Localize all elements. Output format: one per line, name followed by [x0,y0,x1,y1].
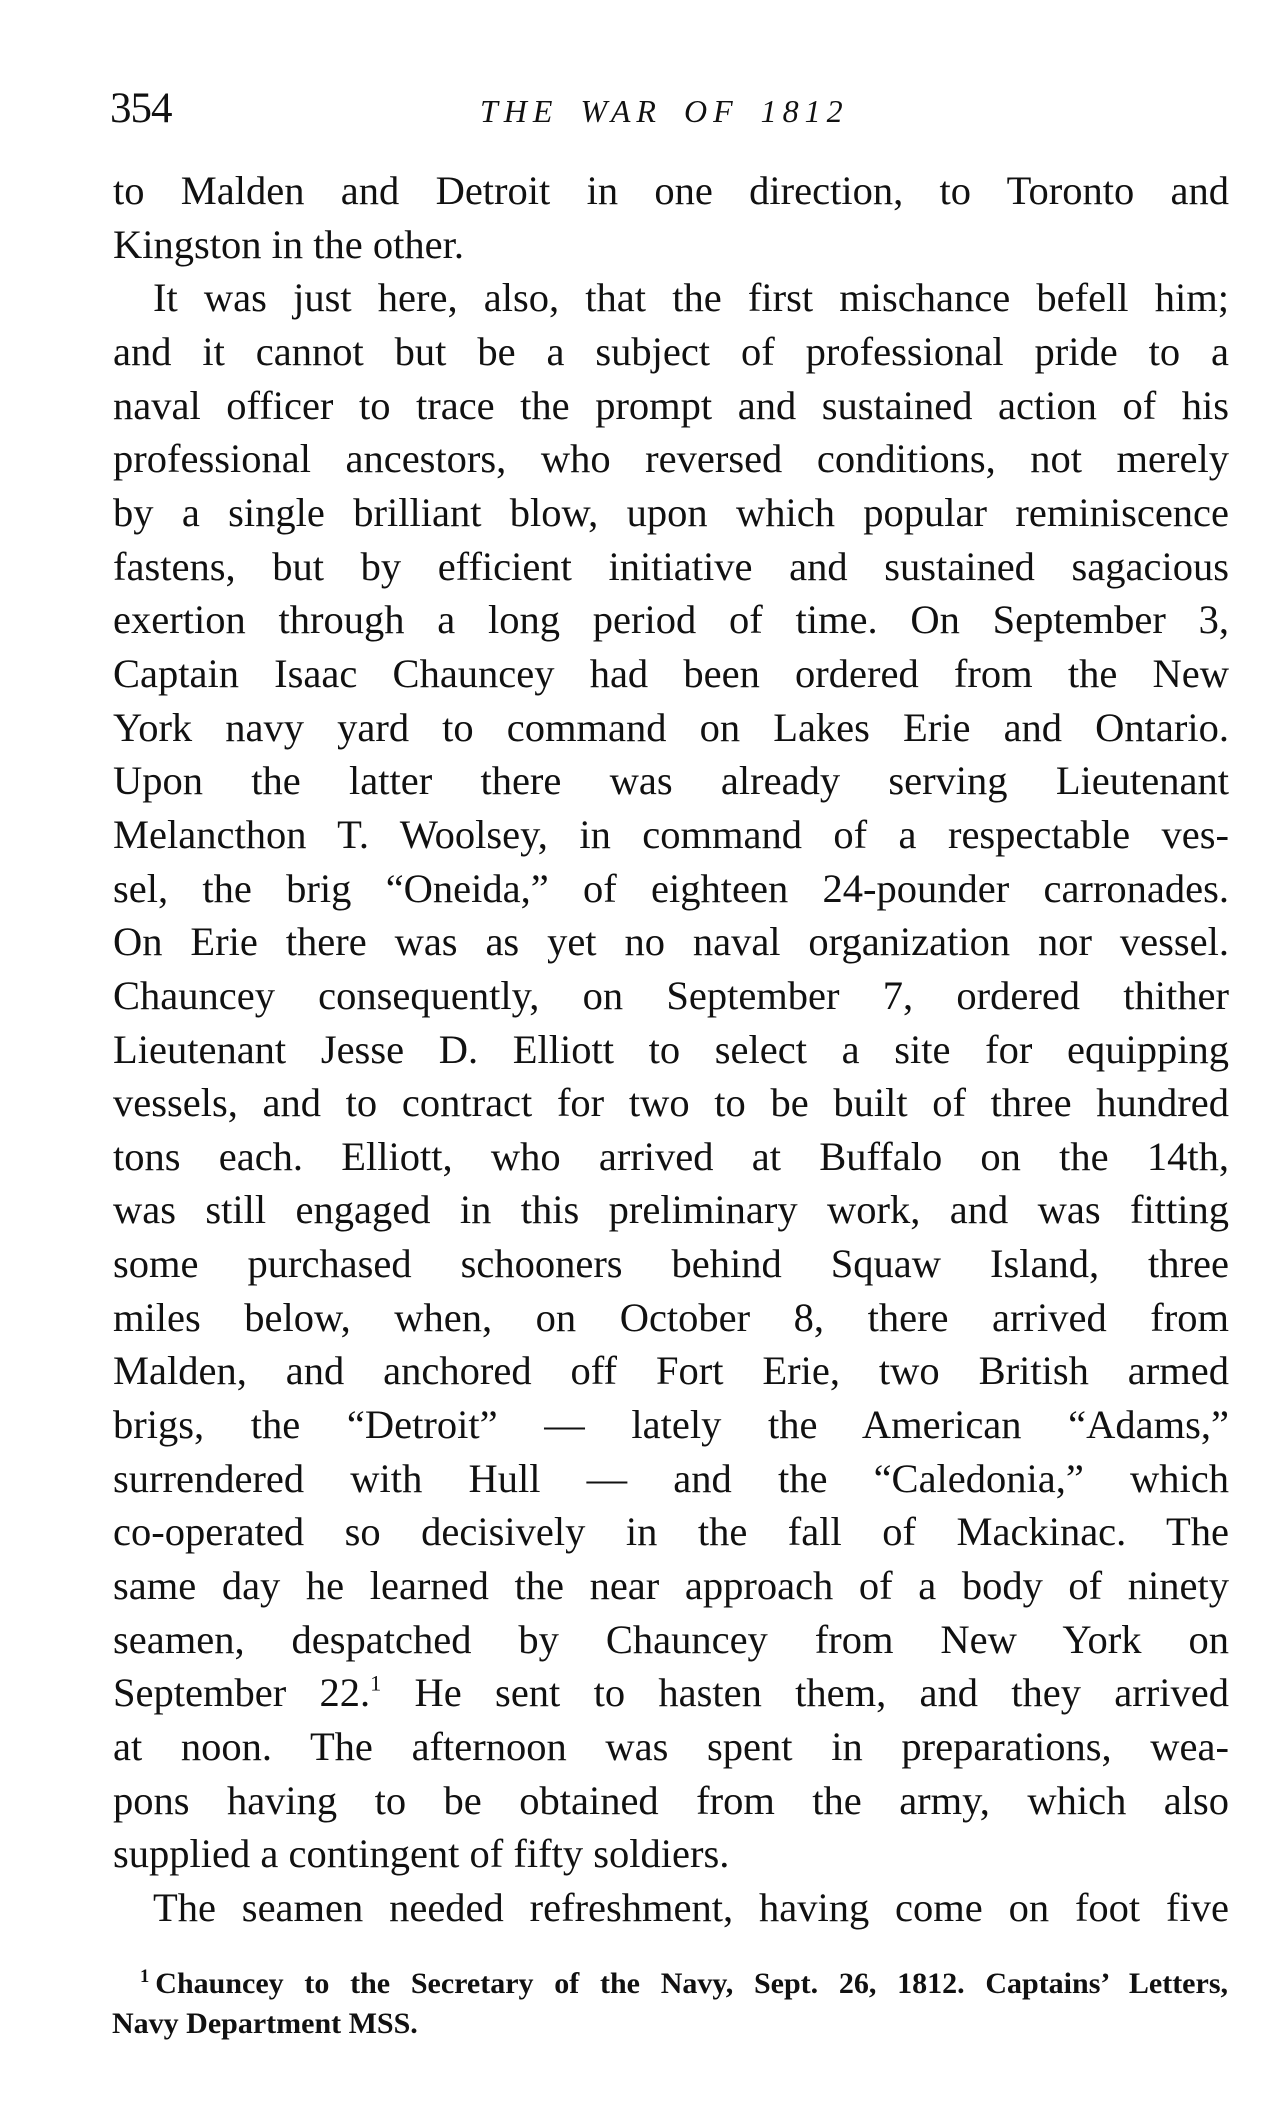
text-line: pons having to be obtained from the army, which also [113,1777,1229,1823]
text-line: to Malden and Detroit in one direction, to Toronto and [113,168,1229,213]
text-line: miles below, when, on October 8, there arrived from [113,1294,1229,1340]
text-line: York navy yard to command on Lakes Erie and Ontario. [113,704,1229,750]
text-line: supplied a contingent of fifty soldiers. [113,1831,730,1877]
text-line: tons each. Elliott, who arrived at Buffalo on the 14th, [113,1133,1229,1179]
footnote-text: Chauncey to the Secretary of the Navy, Sept. 26, 1812. Captains’ Letters, [155,1967,1228,2000]
footnote-marker: 1 [140,1965,150,1987]
footnotes [112,1964,1228,2044]
text-line: by a single brilliant blow, upon which popular reminiscence [113,489,1229,535]
footnote-line-1 [112,1964,1228,2004]
text-line: It was just here, also, that the first mischance befell him; [153,275,1229,321]
text-line: Melancthon T. Woolsey, in command of a respectable ves- [113,811,1229,857]
text-line: September 22.$^1$ He sent to hasten them, and they arrived [113,1670,1229,1716]
page-number: 354 [110,85,172,132]
text-line: naval officer to trace the prompt and sustained action of his [113,382,1229,428]
text-line: same day he learned the near approach of a body of ninety [113,1563,1229,1609]
text-line: exertion through a long period of time. On September 3, [113,597,1229,643]
text-line: Lieutenant Jesse D. Elliott to select a site for equipping [113,1026,1229,1072]
running-head [110,84,1228,134]
text-line: sel, the brig “Oneida,” of eighteen 24-pounder carronades. [113,865,1229,911]
footnote-line-2: Navy Department MSS. [112,2007,418,2040]
text-line: The seamen needed refreshment, having come on foot five [153,1885,1229,1930]
text-line: Kingston in the other. [113,221,464,267]
text-line: vessels, and to contract for two to be built of three hundred [113,1080,1229,1126]
text-line: brigs, the “Detroit” — lately the American “Adams,” [113,1402,1229,1448]
text-line: was still engaged in this preliminary work, and was fitting [113,1187,1229,1233]
text-line: On Erie there was as yet no naval organization nor vessel. [113,919,1229,965]
text-line: Chauncey consequently, on September 7, ordered thither [113,972,1229,1018]
text-line: fastens, but by efficient initiative and sustained sagacious [113,543,1229,589]
footnote-reference: 1 [370,1670,382,1696]
text-line: Captain Isaac Chauncey had been ordered from the New [113,650,1229,696]
text-line: Upon the latter there was already serving Lieutenant [113,758,1229,804]
text-line: at noon. The afternoon was spent in preparations, wea- [113,1724,1229,1770]
text-line: and it cannot but be a subject of professional pride to a [113,328,1229,374]
text-line: professional ancestors, who reversed conditions, not merely [113,436,1229,482]
text-line: co-operated so decisively in the fall of Mackinac. The [113,1509,1229,1555]
text-line: Malden, and anchored off Fort Erie, two British armed [113,1348,1229,1394]
text-line: surrendered with Hull — and the “Caledonia,” which [113,1455,1229,1501]
text-line: some purchased schooners behind Squaw Island, three [113,1241,1229,1287]
body-text [113,164,1229,1935]
text-line: seamen, despatched by Chauncey from New York on [113,1616,1229,1662]
running-title: THE WAR OF 1812 [480,93,849,129]
